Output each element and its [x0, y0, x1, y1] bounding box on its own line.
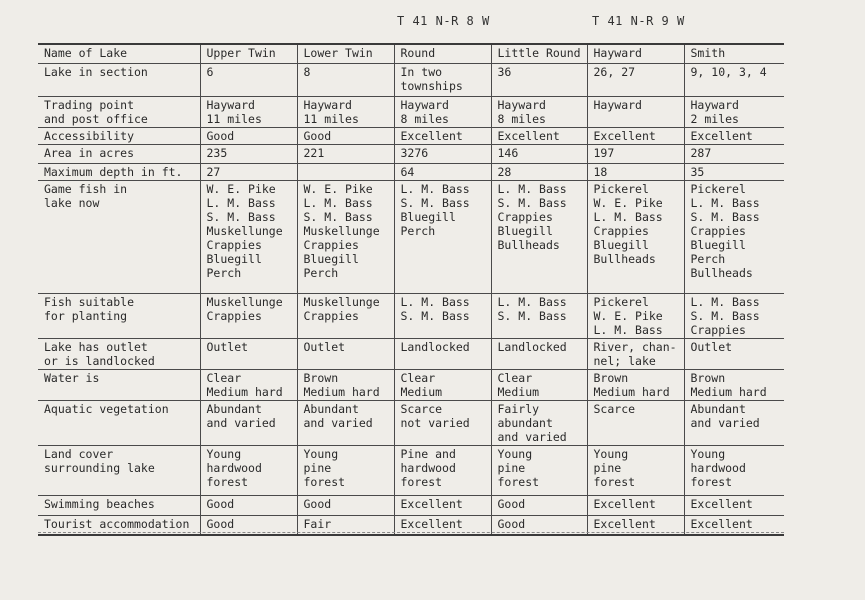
table-cell — [684, 127, 784, 144]
cell-line: Medium hard — [206, 384, 283, 399]
table-cell — [491, 163, 587, 180]
cell-line: Bullheads — [497, 237, 560, 252]
row-label — [38, 96, 200, 127]
cell-line: Excellent — [690, 128, 753, 143]
cell-line: Water is — [44, 370, 100, 385]
cell-line: S. M. Bass — [497, 195, 567, 210]
cell-line: Muskellunge — [303, 294, 380, 309]
cell-line: 35 — [690, 164, 705, 179]
table-cell — [297, 96, 394, 127]
cell-line: Bullheads — [690, 265, 753, 280]
cell-line: 27 — [206, 164, 221, 179]
cell-line: Excellent — [400, 516, 463, 531]
cell-line: 26, 27 — [593, 64, 636, 79]
cell-line: L. M. Bass — [303, 195, 373, 210]
table-cell — [394, 127, 491, 144]
table-cell — [394, 338, 491, 369]
table-row — [38, 63, 784, 96]
row-label — [38, 163, 200, 180]
row-label — [38, 127, 200, 144]
cell-line: 3276 — [400, 145, 429, 160]
table-cell — [684, 445, 784, 495]
cell-line: Hayward — [400, 97, 449, 112]
cell-line: W. E. Pike — [303, 181, 373, 196]
table-cell — [200, 495, 297, 515]
table-cell — [394, 293, 491, 338]
cell-line: Bluegill — [400, 209, 456, 224]
cell-line: Trading point — [44, 97, 135, 112]
table-row — [38, 293, 784, 338]
cell-line: Excellent — [593, 516, 656, 531]
table-cell — [491, 369, 587, 400]
cell-line: nel; lake — [593, 353, 656, 368]
cell-line: Hayward — [497, 97, 546, 112]
cell-line: Excellent — [593, 128, 656, 143]
table-cell — [297, 400, 394, 445]
cell-line: Medium hard — [593, 384, 670, 399]
cell-line: Good — [206, 516, 235, 531]
column-header: Hayward — [587, 44, 684, 63]
cell-line: L. M. Bass — [497, 294, 567, 309]
cell-line: Crappies — [690, 223, 746, 238]
cell-line: Pickerel — [690, 181, 746, 196]
cell-line: Game fish in — [44, 181, 128, 196]
cell-line: and varied — [303, 415, 373, 430]
cell-line: L. M. Bass — [593, 209, 663, 224]
table-cell — [394, 369, 491, 400]
cell-line: forest — [497, 474, 540, 489]
cell-line: 64 — [400, 164, 415, 179]
table-cell — [297, 144, 394, 163]
table-cell — [200, 163, 297, 180]
table-cell — [684, 180, 784, 293]
cell-line: lake now — [44, 195, 100, 210]
cell-line: Swimming beaches — [44, 496, 155, 511]
table-cell — [491, 96, 587, 127]
cell-line: L. M. Bass — [400, 294, 470, 309]
cell-line: Maximum depth in ft. — [44, 164, 183, 179]
table-cell — [684, 293, 784, 338]
table-cell — [394, 144, 491, 163]
cell-line: Brown — [593, 370, 629, 385]
cell-line: pine — [593, 460, 622, 475]
cell-line: Medium — [497, 384, 540, 399]
cell-line: Good — [497, 516, 526, 531]
table-cell — [394, 495, 491, 515]
cell-line: townships — [400, 78, 463, 93]
table-cell — [297, 63, 394, 96]
table-cell — [394, 445, 491, 495]
cell-line: S. M. Bass — [400, 195, 470, 210]
column-header: Upper Twin — [200, 44, 297, 63]
cell-line: Young — [497, 446, 533, 461]
cell-line: Tourist accommodation — [44, 516, 190, 531]
lake-survey-table — [38, 43, 784, 536]
cell-line: Landlocked — [400, 339, 470, 354]
cell-line: In two — [400, 64, 443, 79]
cell-line: 146 — [497, 145, 519, 160]
table-cell — [200, 144, 297, 163]
cell-line: Clear — [497, 370, 533, 385]
cell-line: Good — [303, 128, 332, 143]
cell-line: Brown — [303, 370, 339, 385]
cell-line: forest — [206, 474, 249, 489]
cell-line: Fairly — [497, 401, 540, 416]
table-cell — [200, 400, 297, 445]
table-cell — [491, 445, 587, 495]
row-label — [38, 338, 200, 369]
table-cell — [587, 96, 684, 127]
table-cell — [491, 127, 587, 144]
cell-line: Abundant — [690, 401, 746, 416]
cell-line: Fish suitable — [44, 294, 135, 309]
cell-line: Hayward — [690, 97, 739, 112]
table-cell — [394, 400, 491, 445]
cell-line: Lake has outlet — [44, 339, 148, 354]
cell-line: Bluegill — [497, 223, 553, 238]
row-label — [38, 400, 200, 445]
cell-line: Excellent — [400, 496, 463, 511]
cell-line: forest — [303, 474, 346, 489]
header-row — [38, 44, 784, 63]
cell-line: Muskellunge — [206, 294, 283, 309]
cell-line: abundant — [497, 415, 553, 430]
table-cell — [394, 180, 491, 293]
cell-line: Crappies — [206, 308, 262, 323]
table-cell — [491, 338, 587, 369]
table-cell — [587, 338, 684, 369]
cell-line: Bullheads — [593, 251, 656, 266]
cell-line: Hayward — [593, 97, 642, 112]
table-cell — [587, 127, 684, 144]
cell-line: forest — [400, 474, 443, 489]
cell-line: 11 miles — [303, 111, 359, 126]
cell-line: 8 miles — [400, 111, 449, 126]
table-cell — [200, 338, 297, 369]
cell-line: Bluegill — [690, 237, 746, 252]
table-cell — [587, 180, 684, 293]
cell-line: Bluegill — [593, 237, 649, 252]
cell-line: Accessibility — [44, 128, 135, 143]
cell-line: Good — [206, 496, 235, 511]
cell-line: 28 — [497, 164, 512, 179]
cell-line: L. M. Bass — [690, 195, 760, 210]
cell-line: Landlocked — [497, 339, 567, 354]
cell-line: hardwood — [400, 460, 456, 475]
column-header: Smith — [684, 44, 784, 63]
cell-line: L. M. Bass — [400, 181, 470, 196]
cell-line: S. M. Bass — [206, 209, 276, 224]
cell-line: Crappies — [303, 237, 359, 252]
table-cell — [394, 96, 491, 127]
table-cell — [297, 495, 394, 515]
cell-line: hardwood — [690, 460, 746, 475]
cell-line: Bluegill — [303, 251, 359, 266]
cell-line: Brown — [690, 370, 726, 385]
row-label — [38, 293, 200, 338]
cell-line: Young — [206, 446, 242, 461]
cell-line: Pine and — [400, 446, 456, 461]
cell-line: Young — [593, 446, 629, 461]
table-cell — [491, 495, 587, 515]
cell-line: S. M. Bass — [690, 209, 760, 224]
row-label — [38, 369, 200, 400]
row-label — [38, 495, 200, 515]
cell-line: hardwood — [206, 460, 262, 475]
table-cell — [587, 144, 684, 163]
cell-line: Young — [303, 446, 339, 461]
cell-line: Crappies — [497, 209, 553, 224]
table-cell — [587, 445, 684, 495]
cell-line: Abundant — [206, 401, 262, 416]
row-label — [38, 180, 200, 293]
cell-line: Outlet — [690, 339, 733, 354]
table-cell — [200, 445, 297, 495]
cell-line: Perch — [206, 265, 242, 280]
table-row — [38, 495, 784, 515]
cell-line: Pickerel — [593, 181, 649, 196]
table-row — [38, 400, 784, 445]
cell-line: for planting — [44, 308, 128, 323]
column-header: Little Round — [491, 44, 587, 63]
table-row — [38, 96, 784, 127]
cell-line: or is landlocked — [44, 353, 155, 368]
column-header: Lower Twin — [297, 44, 394, 63]
table-cell — [684, 144, 784, 163]
table-row — [38, 163, 784, 180]
cell-line: Abundant — [303, 401, 359, 416]
table-cell — [587, 400, 684, 445]
cell-line: Area in acres — [44, 145, 135, 160]
cell-line: L. M. Bass — [206, 195, 276, 210]
table-cell — [297, 293, 394, 338]
cell-line: Young — [690, 446, 726, 461]
cell-line: 197 — [593, 145, 615, 160]
table-cell — [200, 293, 297, 338]
cell-line: and varied — [497, 429, 567, 444]
table-cell — [200, 369, 297, 400]
cell-line: Medium hard — [303, 384, 380, 399]
cell-line: River, chan- — [593, 339, 677, 354]
cell-line: Medium hard — [690, 384, 767, 399]
bottom-rule — [38, 532, 784, 533]
table-cell — [394, 163, 491, 180]
table-row — [38, 445, 784, 495]
cell-line: Outlet — [206, 339, 249, 354]
cell-line: 11 miles — [206, 111, 262, 126]
cell-line: surrounding lake — [44, 460, 155, 475]
row-label — [38, 63, 200, 96]
cell-line: L. M. Bass — [593, 322, 663, 337]
table-cell — [684, 369, 784, 400]
table-row — [38, 144, 784, 163]
cell-line: Bluegill — [206, 251, 262, 266]
table-cell — [684, 400, 784, 445]
table-cell — [297, 369, 394, 400]
cell-line: pine — [497, 460, 526, 475]
cell-line: Hayward — [303, 97, 352, 112]
cell-line: Good — [206, 128, 235, 143]
table-cell — [297, 163, 394, 180]
cell-line: Pickerel — [593, 294, 649, 309]
cell-line: L. M. Bass — [497, 181, 567, 196]
table-cell — [491, 400, 587, 445]
table-cell — [684, 63, 784, 96]
table-cell — [297, 180, 394, 293]
table-cell — [491, 293, 587, 338]
cell-line: Good — [497, 496, 526, 511]
table-cell — [684, 338, 784, 369]
cell-line: Crappies — [206, 237, 262, 252]
column-header: Name of Lake — [38, 44, 200, 63]
cell-line: and post office — [44, 111, 148, 126]
table-cell — [200, 96, 297, 127]
cell-line: Land cover — [44, 446, 114, 461]
table-cell — [684, 96, 784, 127]
table-cell — [491, 63, 587, 96]
cell-line: Crappies — [303, 308, 359, 323]
table-row — [38, 180, 784, 293]
cell-line: not varied — [400, 415, 470, 430]
township-range-right: T 41 N-R 9 W — [592, 14, 685, 28]
cell-line: Clear — [400, 370, 436, 385]
cell-line: 235 — [206, 145, 228, 160]
cell-line: 6 — [206, 64, 214, 79]
cell-line: Excellent — [497, 128, 560, 143]
cell-line: Scarce — [400, 401, 443, 416]
table-cell — [297, 127, 394, 144]
cell-line: Excellent — [690, 496, 753, 511]
cell-line: W. E. Pike — [206, 181, 276, 196]
cell-line: W. E. Pike — [593, 195, 663, 210]
cell-line: and varied — [206, 415, 276, 430]
table-cell — [587, 495, 684, 515]
table-cell — [491, 144, 587, 163]
table-row — [38, 127, 784, 144]
cell-line: S. M. Bass — [303, 209, 373, 224]
table-row — [38, 338, 784, 369]
cell-line: Lake in section — [44, 64, 148, 79]
cell-line: Muskellunge — [206, 223, 283, 238]
cell-line: Crappies — [690, 322, 746, 337]
cell-line: pine — [303, 460, 332, 475]
cell-line: Fair — [303, 516, 332, 531]
table-cell — [297, 445, 394, 495]
cell-line: 221 — [303, 145, 325, 160]
cell-line: 287 — [690, 145, 712, 160]
cell-line: Muskellunge — [303, 223, 380, 238]
cell-line: Aquatic vegetation — [44, 401, 169, 416]
table-cell — [684, 163, 784, 180]
table-cell — [200, 127, 297, 144]
cell-line: 2 miles — [690, 111, 739, 126]
cell-line: 9, 10, 3, 4 — [690, 64, 767, 79]
table-cell — [587, 369, 684, 400]
cell-line: 8 miles — [497, 111, 546, 126]
cell-line: Good — [303, 496, 332, 511]
cell-line: and varied — [690, 415, 760, 430]
cell-line: 8 — [303, 64, 311, 79]
cell-line: Perch — [303, 265, 339, 280]
cell-line: S. M. Bass — [400, 308, 470, 323]
cell-line: Perch — [690, 251, 726, 266]
cell-line: forest — [690, 474, 733, 489]
row-label — [38, 144, 200, 163]
cell-line: Medium — [400, 384, 443, 399]
cell-line: 36 — [497, 64, 512, 79]
table-cell — [491, 180, 587, 293]
cell-line: Crappies — [593, 223, 649, 238]
table-cell — [587, 293, 684, 338]
cell-line: Excellent — [593, 496, 656, 511]
table-cell — [587, 63, 684, 96]
cell-line: L. M. Bass — [690, 294, 760, 309]
cell-line: Outlet — [303, 339, 346, 354]
table-body — [38, 44, 784, 535]
cell-line: S. M. Bass — [690, 308, 760, 323]
cell-line: Excellent — [690, 516, 753, 531]
township-range-left: T 41 N-R 8 W — [397, 14, 490, 28]
table-cell — [587, 163, 684, 180]
table-cell — [684, 495, 784, 515]
cell-line: Hayward — [206, 97, 255, 112]
cell-line: forest — [593, 474, 636, 489]
column-header: Round — [394, 44, 491, 63]
table-row — [38, 369, 784, 400]
cell-line: 18 — [593, 164, 608, 179]
cell-line: Perch — [400, 223, 436, 238]
cell-line: Clear — [206, 370, 242, 385]
table-cell — [200, 180, 297, 293]
table-cell — [297, 338, 394, 369]
row-label — [38, 445, 200, 495]
table-cell — [394, 63, 491, 96]
table-cell — [200, 63, 297, 96]
cell-line: Excellent — [400, 128, 463, 143]
cell-line: W. E. Pike — [593, 308, 663, 323]
cell-line: S. M. Bass — [497, 308, 567, 323]
cell-line: Scarce — [593, 401, 636, 416]
